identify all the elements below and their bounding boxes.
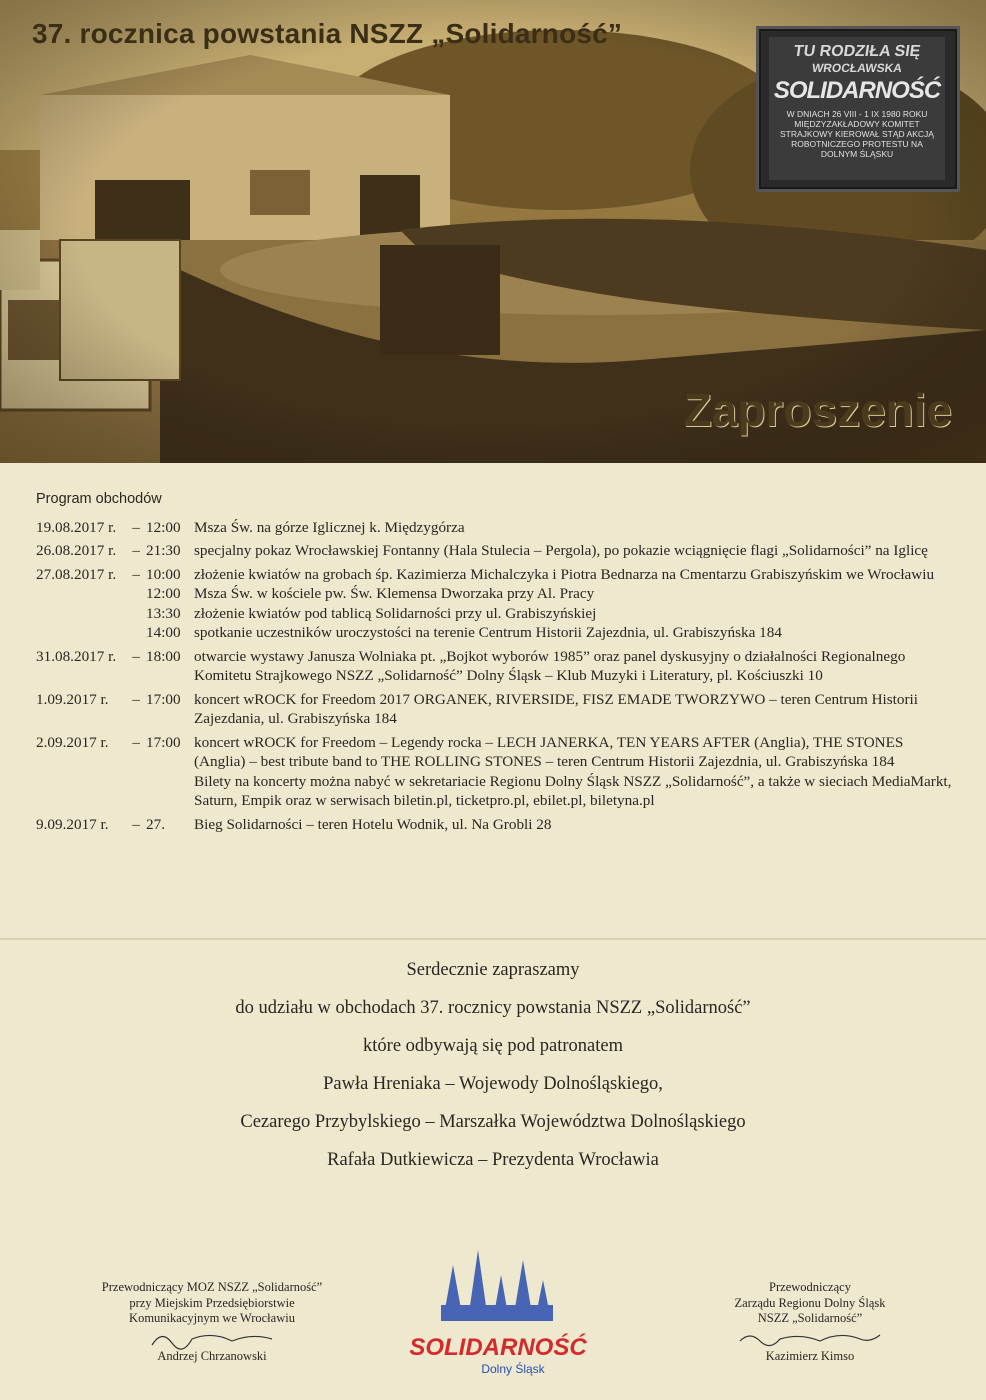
sig-line: Komunikacyjnym we Wrocławiu	[129, 1311, 295, 1325]
program-text: złożenie kwiatów na grobach śp. Kazimierza Michalczyka i Piotra Bednarza na Cmentarzu Grabiszyńskim we Wrocławiu	[194, 565, 935, 583]
program-row	[36, 565, 956, 643]
program-text: złożenie kwiatów pod tablicą Solidarności przy ul. Grabiszyńskiej	[194, 604, 597, 622]
dash: –	[132, 690, 140, 708]
signature-right	[690, 1280, 930, 1364]
logo-word: SOLIDARNOŚĆ	[409, 1334, 587, 1361]
program-date: 27.08.2017 r.	[36, 565, 117, 583]
dash: –	[132, 565, 140, 583]
program-row	[36, 518, 956, 538]
program-row	[36, 541, 956, 561]
program-time: 12:00	[146, 585, 181, 602]
program-text: koncert wROCK for Freedom 2017 ORGANEK, RIVERSIDE, FISZ EMADE TWORZYWO – teren Centrum Historii Zajezdania, ul. Grabiszyńska 184	[194, 690, 918, 727]
dash: –	[132, 542, 140, 559]
plaque-line2: WROCŁAWSKA	[811, 61, 903, 75]
program-date: 19.08.2017 r.	[36, 518, 117, 536]
program-text: spotkanie uczestników uroczystości na terenie Centrum Historii Zajezdnia, ul. Grabiszyńska 184	[194, 624, 782, 641]
handwritten-signature-icon	[82, 1327, 342, 1349]
header-photo	[0, 0, 986, 463]
logo-sub: Dolny Śląsk	[481, 1362, 545, 1376]
program-row	[36, 815, 956, 835]
program-time: 27.	[146, 815, 165, 833]
program-date: 31.08.2017 r.	[36, 647, 117, 665]
handwritten-signature-icon	[690, 1327, 930, 1349]
program-date: 26.08.2017 r.	[36, 542, 117, 559]
plaque-text: W DNIACH 26 VIII - 1 IX 1980 ROKU MIĘDZYZAKŁADOWY KOMITET STRAJKOWY KIEROWAŁ STĄD AKCJĄ ROBOTNICZEGO PROTESTU NA DOLNYM ŚLĄSKU	[780, 109, 934, 159]
invite-line: które odbywają się pod patronatem	[363, 1036, 623, 1056]
invite-line: Cezarego Przybylskiego – Marszałka Województwa Dolnośląskiego	[240, 1112, 746, 1132]
program-text: specjalny pokaz Wrocławskiej Fontanny (Hala Stulecia – Pergola), po pokazie wciągnięcie flagi „Solidarności” na Iglicę	[194, 542, 928, 559]
sig-line: Przewodniczący	[769, 1280, 851, 1294]
program-row	[36, 647, 956, 686]
sig-line: Zarządu Regionu Dolny Śląsk	[734, 1295, 886, 1310]
dash: –	[132, 647, 140, 665]
program-date: 9.09.2017 r.	[36, 815, 109, 833]
fold-line	[0, 938, 986, 940]
program-text: Msza Św. na górze Iglicznej k. Międzygórza	[194, 518, 465, 536]
sig-line: Przewodniczący MOZ NSZZ „Solidarność”	[101, 1280, 323, 1294]
invitation-banner: Zaproszenie	[683, 384, 952, 436]
dash: –	[132, 733, 140, 751]
solidarnosc-logo	[409, 1245, 587, 1385]
program-time: 17:00	[146, 690, 181, 708]
invite-line: do udziału w obchodach 37. rocznicy powstania NSZZ „Solidarność”	[235, 998, 751, 1018]
signature-left	[82, 1280, 342, 1364]
program-time: 10:00	[146, 565, 181, 583]
program-time: 18:00	[146, 647, 181, 665]
sig-name: Andrzej Chrzanowski	[157, 1348, 267, 1363]
dash: –	[132, 518, 140, 536]
program-title: Program obchodów	[36, 491, 162, 507]
program-time: 13:30	[146, 604, 181, 622]
program-text: Bieg Solidarności – teren Hotelu Wodnik, ul. Na Grobli 28	[194, 815, 552, 833]
invite-line: Serdecznie zapraszamy	[406, 960, 580, 980]
program-date: 1.09.2017 r.	[36, 690, 109, 708]
ticket-note: Bilety na koncerty można nabyć w sekretariacie Regionu Dolny Śląsk NSZZ „Solidarność”, a także w sieciach MediaMarkt, Saturn, Empik oraz w serwisach biletin.pl, ticketpro.pl, ebilet.pl, biletyna.pl	[194, 772, 952, 809]
invitation-text	[0, 960, 986, 1188]
program-time: 21:30	[146, 542, 181, 559]
plaque-logo: SOLIDARNOŚĆ	[773, 77, 941, 104]
program-text: koncert wROCK for Freedom – Legendy rocka – LECH JANERKA, TEN YEARS AFTER (Anglia), THE STONES (Anglia) – best tribute band to THE ROLLING STONES – teren Centrum Historii Zajezdnia, ul. Grabiszyńska 184	[194, 733, 904, 770]
invite-line: Pawła Hreniaka – Wojewody Dolnośląskiego,	[323, 1074, 663, 1094]
commemorative-plaque	[756, 26, 960, 192]
program-time: 17:00	[146, 733, 181, 751]
program-time: 12:00	[146, 518, 181, 536]
sig-name: Kazimierz Kimso	[765, 1348, 855, 1363]
program-date: 2.09.2017 r.	[36, 733, 109, 751]
plaque-line1: TU RODZIŁA SIĘ	[792, 43, 922, 60]
page-title: 37. rocznica powstania NSZZ „Solidarność”	[32, 18, 623, 49]
invite-line: Rafała Dutkiewicza – Prezydenta Wrocławia	[327, 1150, 659, 1170]
program-row	[36, 733, 956, 811]
sig-line: przy Miejskim Przedsiębiorstwie	[129, 1295, 295, 1310]
sig-line: NSZZ „Solidarność”	[757, 1311, 863, 1325]
program-time: 14:00	[146, 624, 181, 641]
program-text: otwarcie wystawy Janusza Wolniaka pt. „Bojkot wyborów 1985” oraz panel dyskusyjny o działalności Regionalnego Komitetu Strajkowego NSZZ „Solidarność” Dolny Śląsk – Klub Muzyki i Literatury, pl. Kościuszki 10	[194, 647, 906, 684]
program-text: Msza Św. w kościele pw. Św. Klemensa Dworzaka przy Al. Pracy	[194, 585, 595, 602]
program-section	[36, 490, 956, 838]
program-row	[36, 690, 956, 729]
dash: –	[132, 815, 140, 833]
